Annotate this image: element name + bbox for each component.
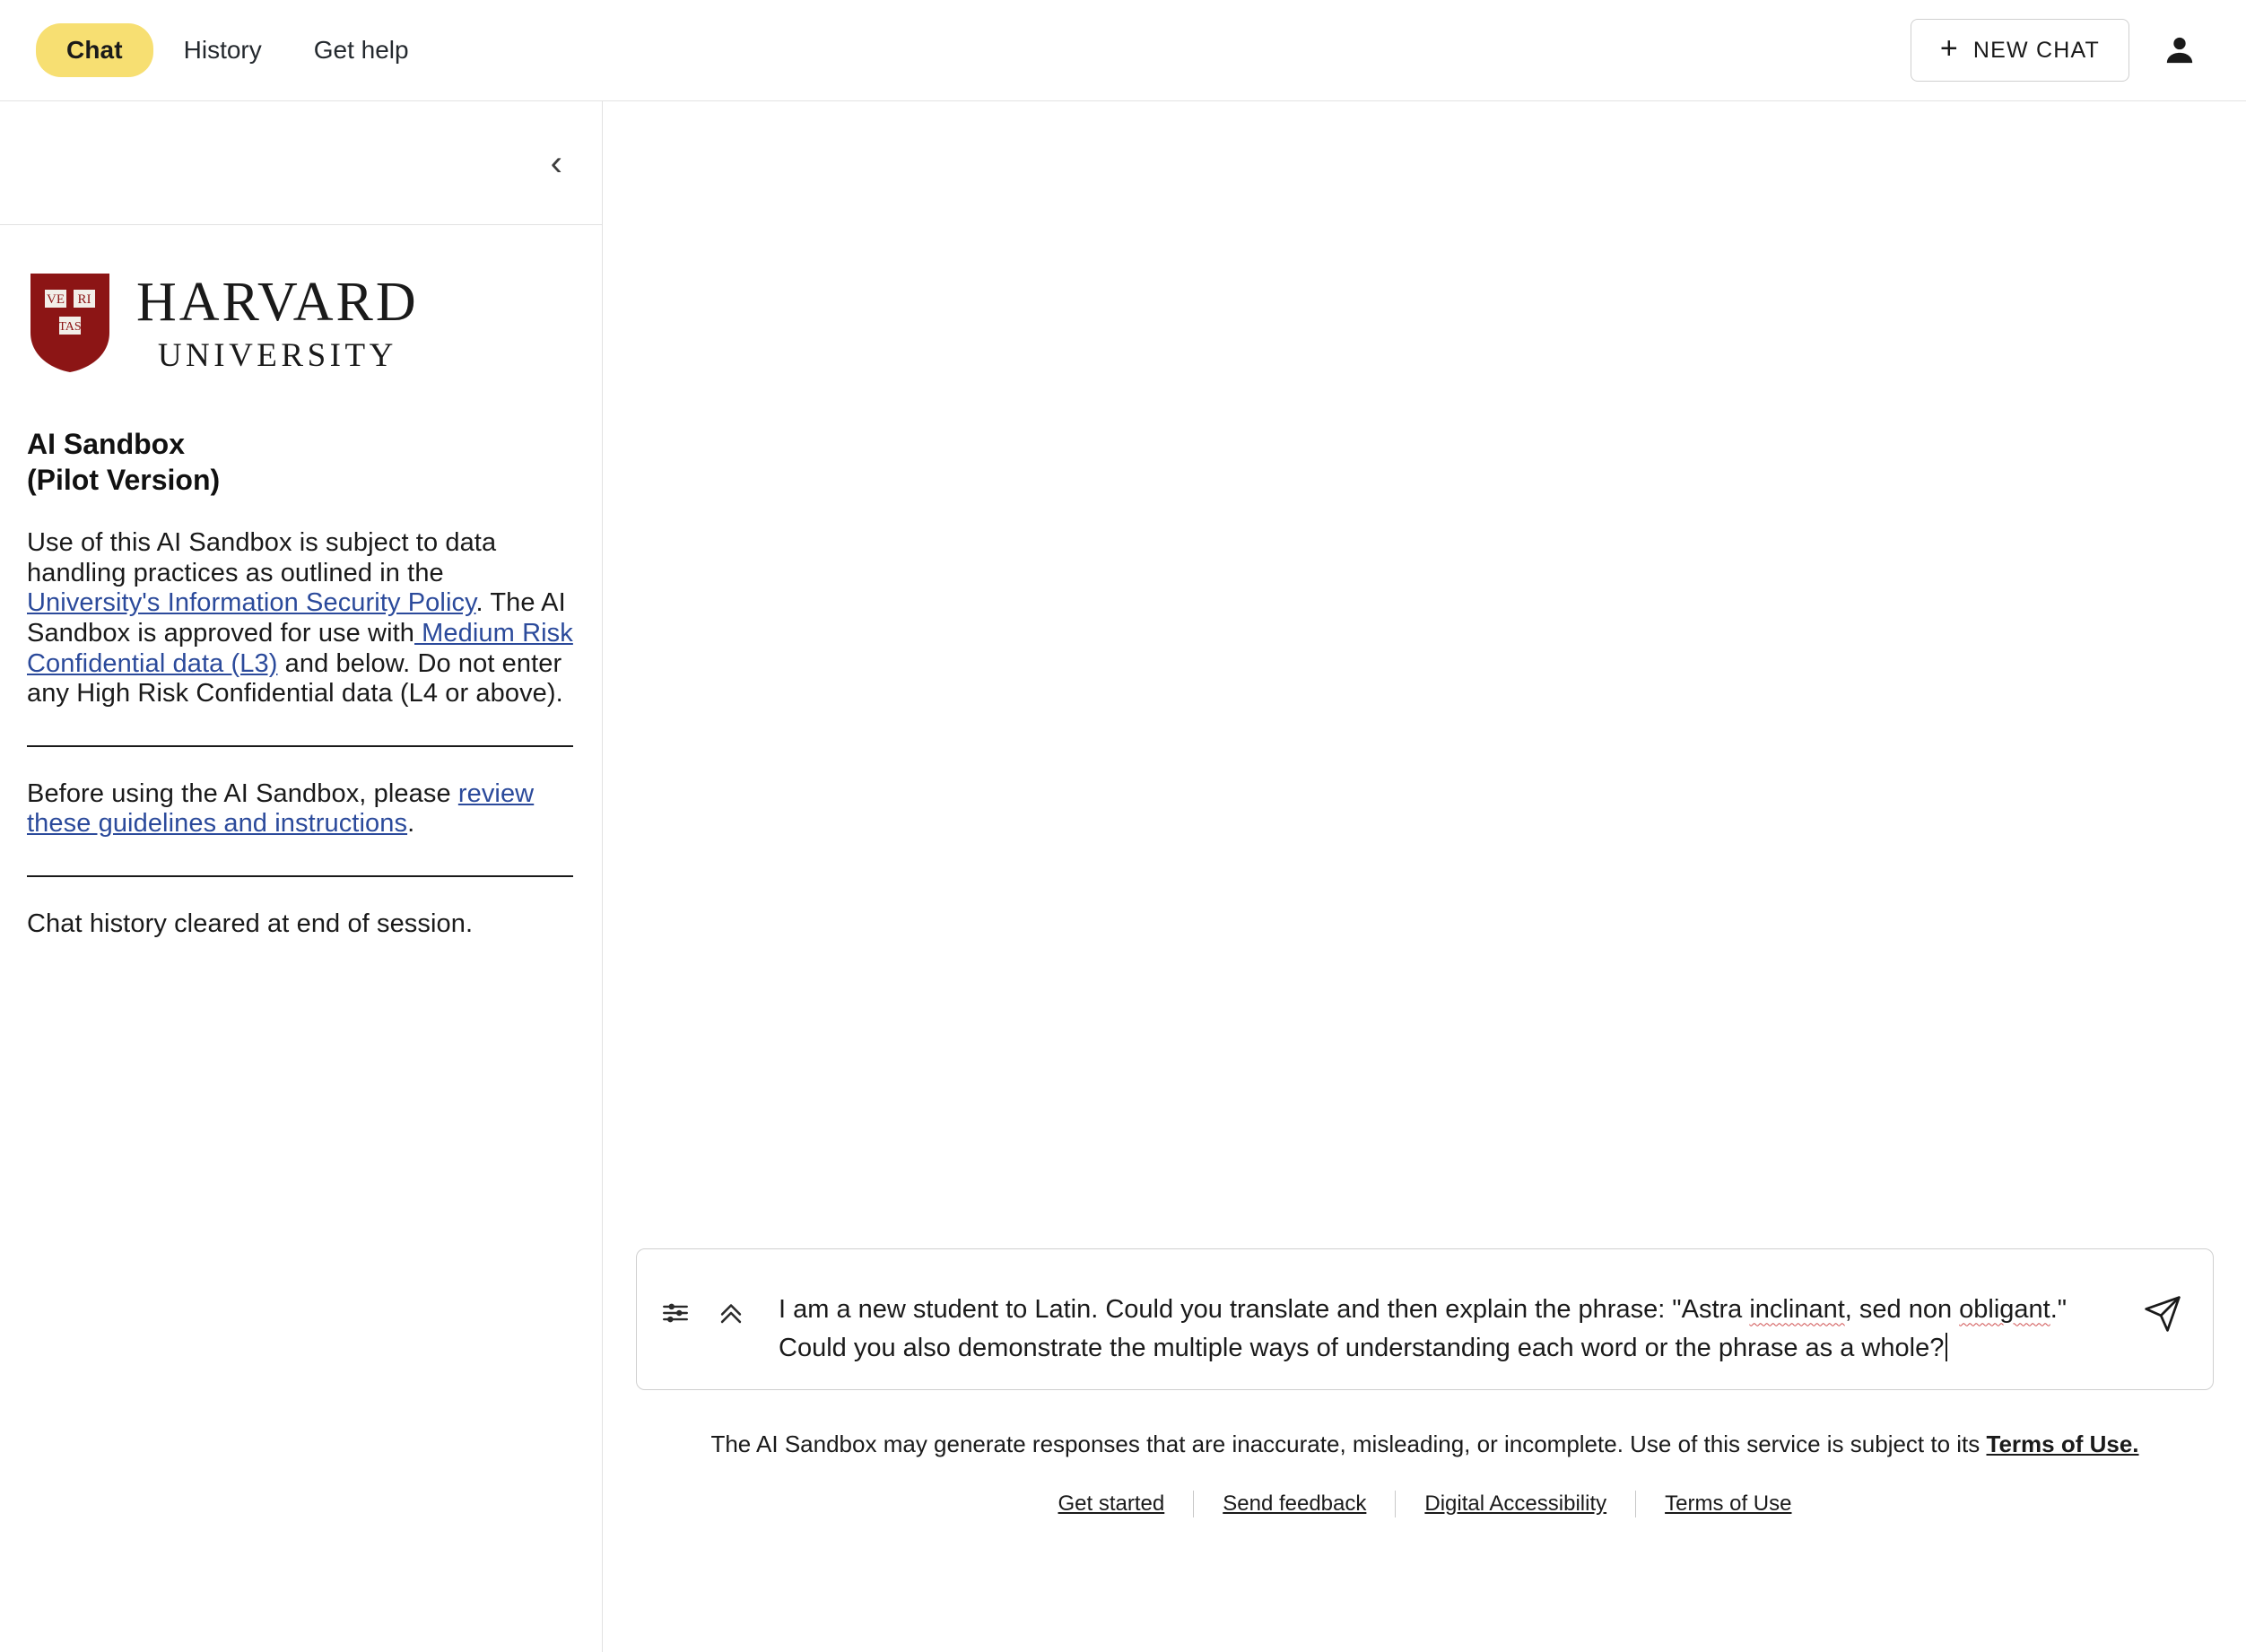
harvard-shield-icon [27,270,113,376]
new-chat-button[interactable] [1911,19,2129,82]
ai-disclaimer [636,1430,2214,1460]
wordmark-harvard: HARVARD [136,271,419,333]
chat-main-area [604,101,2246,1652]
account-person-icon[interactable] [2160,30,2199,70]
harvard-wordmark [136,271,419,374]
disclaimer-terms-link[interactable]: Terms of Use. [1986,1430,2139,1458]
footer-link-get-started[interactable]: Get started [1058,1491,1165,1516]
tab-get-help[interactable]: Get help [313,36,409,64]
page-title-line2: (Pilot Version) [27,464,221,496]
composer-region [636,1248,2214,1517]
message-line1-e: ." [2050,1295,2068,1325]
message-input[interactable] [746,1271,2143,1368]
footer-link-send-feedback[interactable]: Send feedback [1223,1491,1367,1516]
new-chat-label: NEW CHAT [1972,37,2100,63]
tab-history[interactable]: History [183,36,262,64]
svg-text:VE: VE [47,292,65,307]
chat-history-note: Chat history cleared at end of session. [27,909,474,938]
policy-text-part1: Use of this AI Sandbox is subject to data handling practices as outlined in the [27,528,497,587]
tab-chat[interactable]: Chat [36,23,153,77]
sidebar-content [0,225,602,940]
link-guidelines-instructions[interactable]: review these guidelines and instructions [27,778,535,839]
disclaimer-text: The AI Sandbox may generate responses that are inaccurate, misleading, or incomplete. Use of this service is subject to its [710,1430,1987,1458]
top-navigation-bar [0,0,2246,101]
guidelines-text-part2: . [407,809,415,839]
guidelines-text-part1: Before using the AI Sandbox, please [27,778,458,808]
topbar-right-group [1911,19,2210,82]
harvard-logo [27,270,573,376]
message-line1-c: , sed non [1844,1295,1960,1325]
sliders-icon[interactable] [660,1298,691,1328]
footer-link-terms-of-use[interactable]: Terms of Use [1665,1491,1792,1516]
link-medium-risk-confidential-data[interactable]: Medium Risk Confidential data (L3) [27,618,573,678]
footer-links [636,1491,2214,1517]
chevron-up-double-icon[interactable] [716,1298,746,1328]
text-caret [1946,1333,1947,1361]
sidebar-divider-1 [27,745,573,747]
policy-text-part2: . The AI Sandbox is approved for use with [27,588,566,648]
policy-text-part3: and below. Do not enter any High Risk Confidential data (L4 or above). [27,648,563,709]
page-title [27,426,573,498]
message-line1-d: obligant [1959,1295,2050,1325]
send-icon[interactable] [2143,1271,2188,1338]
footer-link-digital-accessibility[interactable]: Digital Accessibility [1424,1491,1607,1516]
message-line2: Could you also demonstrate the multiple ways of understanding each word or the phrase as a whole? [779,1334,1945,1363]
message-line1-a: I am a new student to Latin. Could you translate and then explain the phrase: "Astra [779,1295,1750,1325]
message-composer[interactable] [636,1248,2214,1390]
primary-nav [36,23,431,77]
info-sidebar [0,101,603,1652]
policy-paragraph [27,528,573,709]
chevron-left-icon[interactable]: ‹ [550,143,562,183]
link-information-security-policy[interactable]: University's Information Security Policy [27,588,476,618]
svg-text:RI: RI [77,292,91,307]
sidebar-collapse-row [0,101,602,225]
page-title-line1: AI Sandbox [27,428,186,460]
composer-left-icons [660,1271,746,1328]
sidebar-divider-2 [27,875,573,877]
wordmark-university: UNIVERSITY [157,336,397,374]
guidelines-paragraph [27,779,573,839]
svg-text:TAS: TAS [58,320,82,334]
message-line1-b: inclinant [1749,1295,1845,1325]
plus-icon: + [1939,31,1959,65]
